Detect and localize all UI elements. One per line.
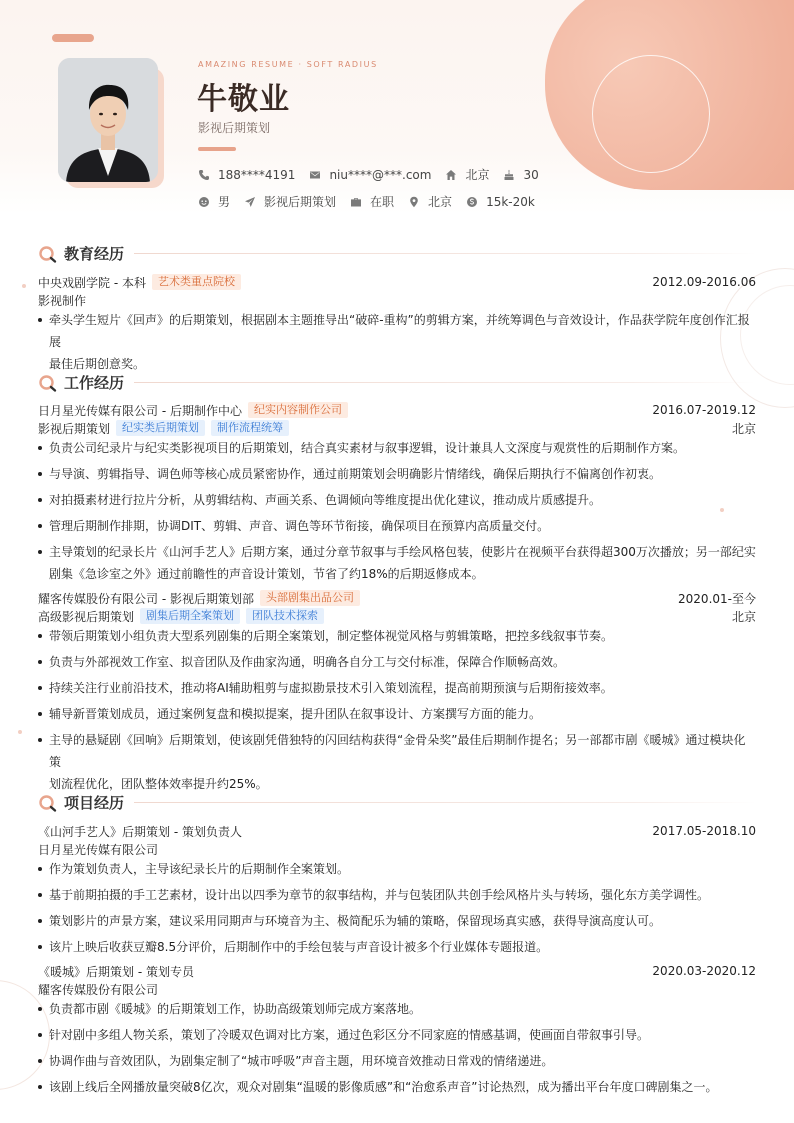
company-name: 日月星光传媒有限公司 - 后期制作中心 xyxy=(38,403,242,418)
education-bullet-text: 最佳后期创意奖。 xyxy=(49,357,146,371)
project-period: 2020.03-2020.12 xyxy=(652,964,756,978)
work-bullet xyxy=(38,729,756,795)
role-underline xyxy=(198,147,236,151)
salary-item xyxy=(466,195,535,209)
age-text: 30 xyxy=(523,167,539,182)
email-text: niu****@***.com xyxy=(329,167,432,182)
section-search-icon xyxy=(38,373,58,393)
project-period: 2017.05-2018.10 xyxy=(652,824,756,838)
project-bullet: 负责都市剧《暖城》的后期策划工作，协助高级策划师完成方案落地。 xyxy=(38,998,756,1020)
target-city-item xyxy=(408,193,452,210)
education-heading: 教育经历 xyxy=(64,245,125,263)
status-text: 在职 xyxy=(370,195,395,209)
school-tag: 艺术类重点院校 xyxy=(152,274,241,290)
age-item xyxy=(503,168,538,182)
briefcase-icon xyxy=(350,196,362,208)
work-bullet-text: 主导策划的纪录长片《山河手艺人》后期方案，通过分章节叙事与手绘风格包装，使影片在视频平台获得超300万次播放；另一部纪实 xyxy=(49,545,756,559)
work-bullet: 辅导新晋策划成员，通过案例复盘和模拟提案，提升团队在叙事设计、方案撰写方面的能力。 xyxy=(38,703,756,725)
education-bullet xyxy=(38,309,756,375)
work-entry-position xyxy=(38,419,756,437)
gender-text: 男 xyxy=(218,195,231,209)
project-bullet: 协调作曲与音效团队，为剧集定制了“城市呼吸”声音主题，用环境音效推动日常戏的情绪递进。 xyxy=(38,1050,756,1072)
education-section-title xyxy=(38,243,756,264)
header-decoration-pill xyxy=(52,34,94,42)
project-name: 《山河手艺人》后期策划 - 策划负责人 xyxy=(38,824,242,839)
position-name: 影视后期策划 xyxy=(38,421,111,436)
phone-text: 188****4191 xyxy=(218,167,296,182)
section-divider xyxy=(134,253,756,254)
section-search-icon xyxy=(38,793,58,813)
work-period: 2020.01-至今 xyxy=(678,591,756,606)
project-name: 《暖城》后期策划 - 策划专员 xyxy=(38,964,194,979)
status-item xyxy=(350,193,394,210)
company-tag: 纪实内容制作公司 xyxy=(248,402,348,418)
work-entry-header xyxy=(38,589,756,607)
position-name: 高级影视后期策划 xyxy=(38,609,135,624)
gender-item xyxy=(198,193,230,210)
city-text: 北京 xyxy=(465,168,490,182)
salary-text: 15k-20k xyxy=(486,194,535,209)
school-name: 中央戏剧学院 - 本科 xyxy=(38,275,146,290)
work-bullet xyxy=(38,541,756,585)
work-section-title xyxy=(38,372,756,393)
decoration-dot xyxy=(22,284,26,288)
projects-heading: 项目经历 xyxy=(64,794,125,812)
education-entry-header xyxy=(38,273,756,291)
company-tag: 头部剧集出品公司 xyxy=(260,590,360,606)
work-heading: 工作经历 xyxy=(64,374,125,392)
company-name: 耀客传媒股份有限公司 - 影视后期策划部 xyxy=(38,591,254,606)
target-city-text: 北京 xyxy=(428,195,453,209)
education-period: 2012.09-2016.06 xyxy=(652,275,756,289)
project-company: 日月星光传媒有限公司 xyxy=(38,843,159,857)
work-bullet-text: 划流程优化，团队整体效率提升约25%。 xyxy=(49,777,268,791)
project-entry-header xyxy=(38,822,756,840)
avatar xyxy=(58,58,158,182)
email-item xyxy=(309,168,431,182)
cake-icon xyxy=(503,169,515,181)
work-city: 北京 xyxy=(731,421,756,436)
skill-tag: 剧集后期全案策划 xyxy=(140,608,240,624)
project-bullet: 基于前期拍摄的手工艺素材，设计出以四季为章节的叙事结构，并与包装团队共创手绘风格片头与转场，强化东方美学调性。 xyxy=(38,884,756,906)
work-entry-position xyxy=(38,607,756,625)
section-divider xyxy=(134,802,756,803)
skill-tag: 团队技术探索 xyxy=(246,608,324,624)
location-icon xyxy=(408,196,420,208)
candidate-name: 牛敬业 xyxy=(197,82,290,117)
phone-icon xyxy=(198,169,210,181)
target-role-item xyxy=(244,193,336,210)
resume-tagline: AMAZING RESUME · SOFT RADIUS xyxy=(198,60,378,69)
work-bullet: 与导演、剪辑指导、调色师等核心成员紧密协作，通过前期策划会明确影片情绪线，确保后期执行不偏离创作初衷。 xyxy=(38,463,756,485)
work-period: 2016.07-2019.12 xyxy=(652,403,756,417)
education-major: 影视制作 xyxy=(38,294,87,308)
section-search-icon xyxy=(38,244,58,264)
gender-icon xyxy=(198,196,210,208)
project-bullet: 该剧上线后全网播放量突破8亿次，观众对剧集“温暖的影像质感”和“治愈系声音”讨论热烈，成为播出平台年度口碑剧集之一。 xyxy=(38,1076,756,1098)
work-entry-header xyxy=(38,401,756,419)
project-bullet: 策划影片的声景方案，建议采用同期声与环境音为主、极简配乐为辅的策略，保留现场真实感，获得导演高度认可。 xyxy=(38,910,756,932)
work-bullet: 持续关注行业前沿技术，推动将AI辅助粗剪与虚拟勘景技术引入策划流程，提高前期预演与后期衔接效率。 xyxy=(38,677,756,699)
mail-icon xyxy=(309,169,321,181)
project-entry-header xyxy=(38,962,756,980)
work-bullet: 带领后期策划小组负责大型系列剧集的后期全案策划，制定整体视觉风格与剪辑策略，把控多线叙事节奏。 xyxy=(38,625,756,647)
project-bullet: 针对剧中多组人物关系，策划了冷暖双色调对比方案，通过色彩区分不同家庭的情感基调，使画面自带叙事引导。 xyxy=(38,1024,756,1046)
work-bullet: 负责与外部视效工作室、拟音团队及作曲家沟通，明确各自分工与交付标准，保障合作顺畅高效。 xyxy=(38,651,756,673)
project-company: 耀客传媒股份有限公司 xyxy=(38,983,159,997)
details-row xyxy=(198,193,549,210)
city-item xyxy=(445,166,489,183)
work-bullet: 管理后期制作排期，协调DIT、剪辑、声音、调色等环节衔接，确保项目在预算内高质量交付。 xyxy=(38,515,756,537)
education-bullet-text: 牵头学生短片《回声》的后期策划，根据剧本主题推导出“破碎-重构”的剪辑方案，并统筹调色与音效设计，作品获学院年度创作汇报展 xyxy=(49,313,750,349)
work-bullet: 对拍摄素材进行拉片分析，从剪辑结构、声画关系、色调倾向等维度提出优化建议，推动成片质感提升。 xyxy=(38,489,756,511)
project-bullet: 作为策划负责人，主导该纪录长片的后期制作全案策划。 xyxy=(38,858,756,880)
decoration-dot xyxy=(18,730,22,734)
candidate-role: 影视后期策划 xyxy=(198,121,271,135)
header-decoration-ring xyxy=(592,55,710,173)
skill-tag: 制作流程统筹 xyxy=(211,420,289,436)
contact-row xyxy=(198,166,553,183)
target-role-text: 影视后期策划 xyxy=(264,195,337,209)
projects-section-title xyxy=(38,792,756,813)
work-bullet-text: 剧集《急诊室之外》通过前瞻性的声音设计策划，节省了约18%的后期返修成本。 xyxy=(49,567,484,581)
money-icon xyxy=(466,196,478,208)
home-icon xyxy=(445,169,457,181)
work-bullet: 负责公司纪录片与纪实类影视项目的后期策划，结合真实素材与叙事逻辑，设计兼具人文深度与观赏性的后期制作方案。 xyxy=(38,437,756,459)
section-divider xyxy=(134,382,756,383)
work-bullet-text: 主导的悬疑剧《回响》后期策划，使该剧凭借独特的闪回结构获得“金骨朵奖”最佳后期制作提名；另一部都市剧《暖城》通过模块化策 xyxy=(49,733,746,769)
project-bullet: 该片上映后收获豆瓣8.5分评价，后期制作中的手绘包装与声音设计被多个行业媒体专题报道。 xyxy=(38,936,756,958)
skill-tag: 纪实类后期策划 xyxy=(116,420,205,436)
work-city: 北京 xyxy=(731,609,756,624)
send-icon xyxy=(244,196,256,208)
phone-item xyxy=(198,168,295,182)
